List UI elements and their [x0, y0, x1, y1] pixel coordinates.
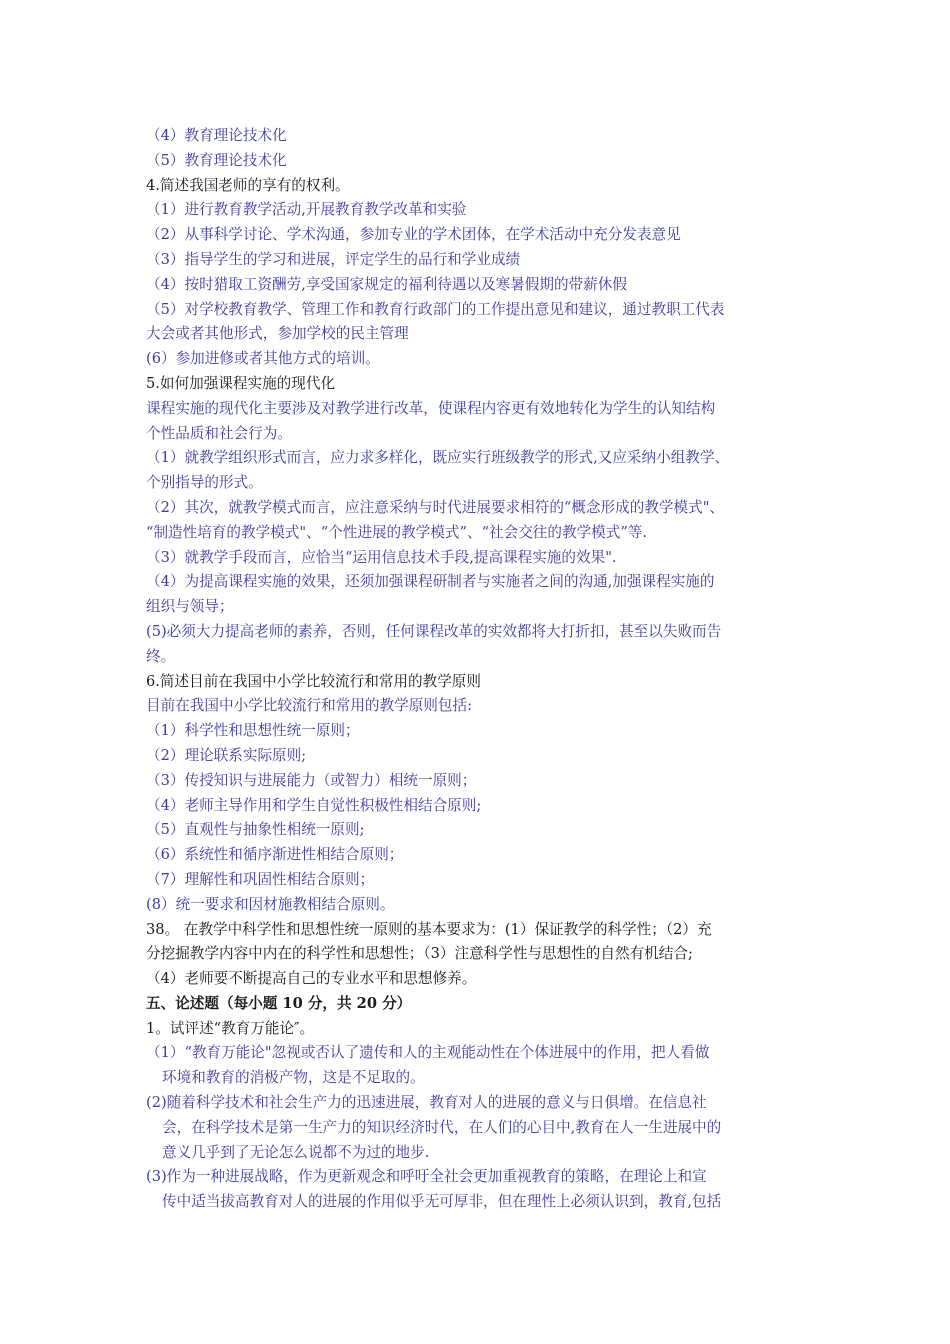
text-line: 目前在我国中小学比较流行和常用的教学原则包括:: [146, 697, 472, 715]
text-line: （5）直观性与抽象性相统一原则;: [146, 821, 365, 839]
text-line: 五、论述题（每小题 10 分，共 20 分）: [146, 994, 412, 1012]
text-line: 环境和教育的消极产物，这是不足取的。: [162, 1069, 425, 1087]
text-line: （1）科学性和思想性统一原则；: [146, 722, 360, 740]
text-line: （6）系统性和循序渐进性相结合原则；: [146, 846, 404, 864]
text-line: （4）教育理论技术化: [146, 127, 287, 144]
text-line: 分挖掘教学内容中内在的科学性和思想性；（3）注意科学性与思想性的自然有机结合;: [146, 945, 693, 963]
text-line: 意义几乎到了无论怎么说都不为过的地步.: [162, 1143, 430, 1161]
text-line: （4）按时猎取工资酬劳,享受国家规定的福利待遇以及寒暑假期的带薪休假: [146, 275, 627, 293]
text-line: 会，在科学技术是第一生产力的知识经济时代，在人们的心目中,教育在人一生进展中的: [162, 1118, 722, 1136]
text-line: 传中适当拔高教育对人的进展的作用似乎无可厚非，但在理性上必须认识到，教育,包括: [162, 1193, 722, 1211]
text-line: （3）传授知识与进展能力（或智力）相统一原则；: [146, 771, 477, 789]
text-line: （1）“教育万能论"忽视或否认了遗传和人的主观能动性在个体进展中的作用，把人看做: [146, 1044, 710, 1062]
text-line: 4.简述我国老师的享有的权利。: [146, 176, 350, 194]
text-line: （4）为提高课程实施的效果，还须加强课程研制者与实施者之间的沟通,加强课程实施的: [146, 573, 715, 591]
text-line: （5）教育理论技术化: [146, 151, 287, 169]
text-line: 个性品质和社会行为。: [146, 424, 292, 442]
text-line: 38。 在教学中科学性和思想性统一原则的基本要求为：(1）保证教学的科学性；（2）充: [146, 920, 712, 938]
text-line: 组织与领导；: [146, 598, 234, 616]
text-line: 1。试评述“教育万能论″。: [146, 1019, 315, 1037]
text-line: 大会或者其他形式，参加学校的民主管理: [146, 325, 409, 343]
text-line: （1）进行教育教学活动,开展教育教学改革和实验: [146, 201, 467, 219]
text-line: （3）指导学生的学习和进展，评定学生的品行和学业成绩: [146, 250, 521, 268]
text-line: （4）老师要不断提高自己的专业水平和思想修养。: [146, 970, 477, 988]
text-line: “制造性培育的教学模式"、“个性进展的教学模式”、“社会交往的教学模式”等.: [146, 523, 648, 541]
text-line: (5)必须大力提高老师的素养，否则，任何课程改革的实效都将大打折扣，甚至以失败而告: [146, 622, 722, 640]
text-line: （4）老师主导作用和学生自觉性积极性相结合原则;: [146, 796, 482, 814]
text-line: (8）统一要求和因材施教相结合原则。: [146, 895, 395, 913]
text-line: （2）理论联系实际原则;: [146, 746, 307, 764]
text-line: (3)作为一种进展战略，作为更新观念和呼吁全社会更加重视教育的策略，在理论上和宣: [146, 1168, 707, 1186]
document-page: [146, 124, 814, 1215]
text-line: 终。: [146, 647, 176, 665]
text-line: 个别指导的形式。: [146, 474, 263, 492]
text-line: （2）其次，就教学模式而言，应注意采纳与时代进展要求相符的“概念形成的教学模式"、: [146, 498, 725, 516]
text-line: 5.如何加强课程实施的现代化: [146, 374, 336, 392]
text-line: (2)随着科学技术和社会生产力的迅速进展，教育对人的进展的意义与日俱增。在信息社: [146, 1094, 707, 1112]
text-line: （1）就教学组织形式而言，应力求多样化，既应实行班级教学的形式,又应采纳小组教学、: [146, 449, 730, 467]
text-line: （5）对学校教育教学、管理工作和教育行政部门的工作提出意见和建议，通过教职工代表: [146, 300, 725, 318]
text-line: （3）就教学手段而言，应恰当“运用信息技术手段,提高课程实施的效果".: [146, 548, 617, 566]
text-line: （7）理解性和巩固性相结合原则；: [146, 870, 375, 888]
text-line: （2）从事科学讨论、学术沟通，参加专业的学术团体，在学术活动中充分发表意见: [146, 226, 681, 244]
text-line: 6.简述目前在我国中小学比较流行和常用的教学原则: [146, 672, 481, 690]
text-line: (6）参加进修或者其他方式的培训。: [146, 350, 380, 368]
text-line: 课程实施的现代化主要涉及对教学进行改革，使课程内容更有效地转化为学生的认知结构: [146, 399, 716, 417]
